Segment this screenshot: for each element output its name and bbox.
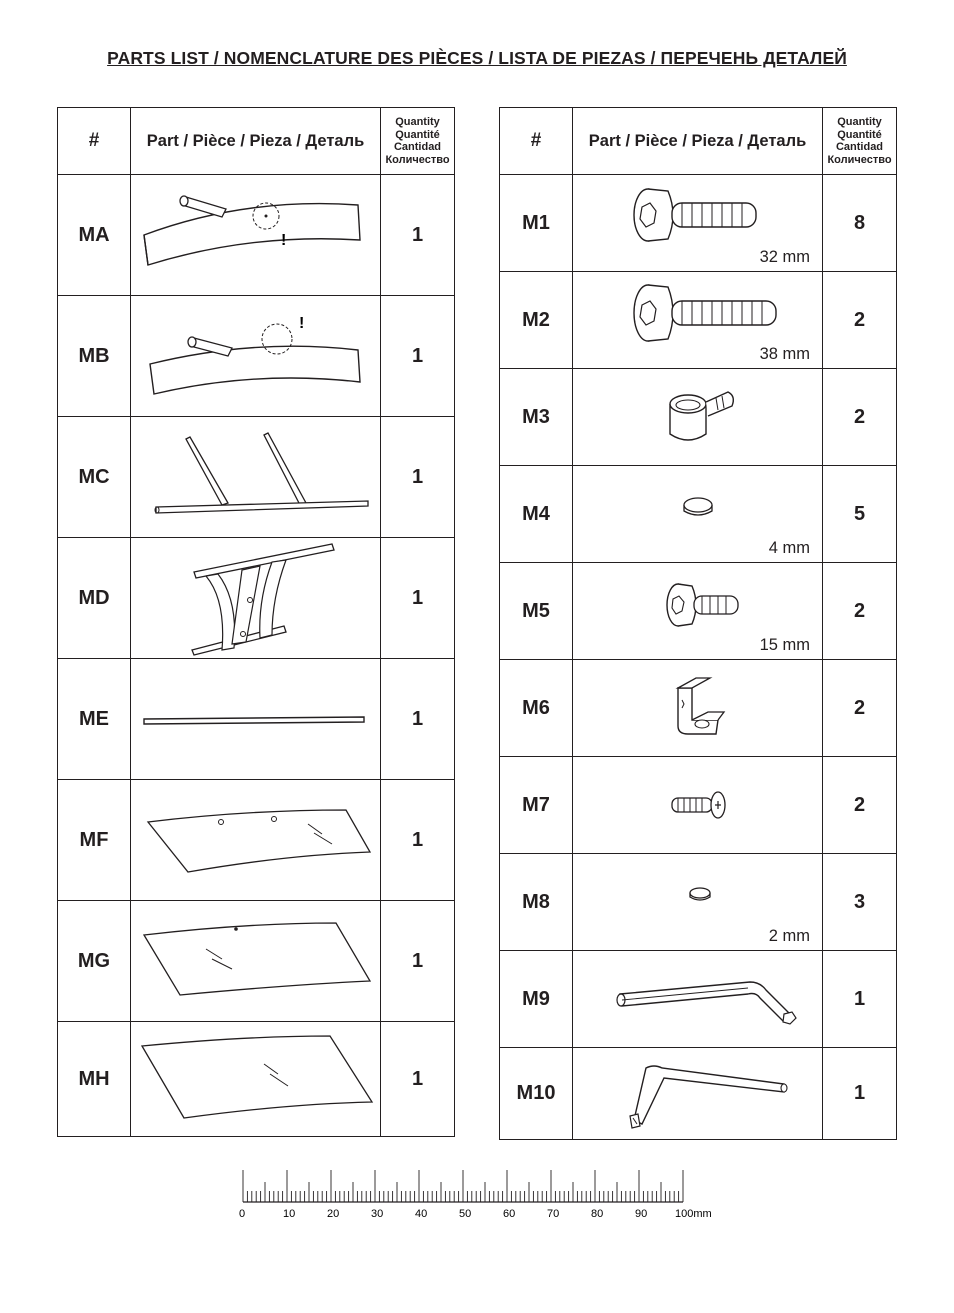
dimension-label: 32 mm [759,248,810,266]
dimension-label: 4 mm [768,539,810,557]
part-image [573,660,823,757]
ruler-ticks [243,1170,683,1202]
part-quantity: 1 [823,1048,897,1140]
part-quantity: 1 [381,1022,455,1137]
part-quantity: 3 [823,854,897,951]
table-row [58,780,455,901]
warning-mark: ! [280,232,286,249]
header-number: # [500,108,573,175]
part-id: M1 [500,175,573,272]
table-row [500,369,897,466]
part-quantity: 1 [381,296,455,417]
ruler-label: 70 [547,1208,560,1220]
table-row [58,296,455,417]
part-image [131,417,381,538]
part-quantity: 1 [381,659,455,780]
part-image [573,854,823,951]
table-row [500,1048,897,1140]
ruler-labels [239,1208,712,1220]
header-qty-en: Quantity [837,116,882,128]
part-id: M9 [500,951,573,1048]
part-image [131,175,381,296]
part-image [131,659,381,780]
bolt-32mm-icon [578,183,818,253]
curved-beam-mb-icon [136,306,376,406]
part-id: M8 [500,854,573,951]
header-part: Part / Pièce / Pieza / Деталь [131,108,381,175]
part-quantity: 1 [381,538,455,659]
part-image [573,466,823,563]
warning-mark: ! [298,315,304,332]
table-row [58,538,455,659]
ruler-label: 90 [635,1208,648,1220]
part-quantity: 1 [381,175,455,296]
part-quantity: 5 [823,466,897,563]
table-row [58,417,455,538]
parts-table-right [499,107,897,1140]
header-qty-ru: Количество [827,153,892,166]
part-id: MA [58,175,131,296]
measurement-ruler [233,1165,733,1225]
header-part: Part / Pièce / Pieza / Деталь [573,108,823,175]
part-image [573,369,823,466]
table-row [500,854,897,951]
part-quantity: 2 [823,660,897,757]
part-quantity: 8 [823,175,897,272]
glass-clamp-icon [578,668,818,748]
table-row [58,1022,455,1137]
part-image [131,780,381,901]
header-qty-es: Cantidad [393,141,442,153]
ruler-label: 30 [371,1208,384,1220]
support-frame-icon [136,540,376,656]
table-row [500,660,897,757]
header-qty-en: Quantity [395,116,440,128]
table-row [58,901,455,1022]
part-image [573,272,823,369]
part-image [131,296,381,417]
part-id: MC [58,417,131,538]
part-id: MH [58,1022,131,1137]
part-image [131,901,381,1022]
table-row [500,951,897,1048]
part-image [573,563,823,660]
table-row [500,175,897,272]
part-id: M7 [500,757,573,854]
part-image [573,951,823,1048]
dimension-label: 2 mm [768,927,810,945]
part-quantity: 2 [823,563,897,660]
table-row [500,563,897,660]
glass-shelf-medium-icon [136,921,376,1001]
ruler-label: 50 [459,1208,472,1220]
header-quantity [381,108,455,175]
header-qty-ru: Количество [385,153,450,166]
part-quantity: 1 [381,417,455,538]
dimension-label: 15 mm [759,636,810,654]
part-image [573,1048,823,1140]
part-quantity: 2 [823,757,897,854]
header-qty-fr: Quantité [837,128,882,141]
part-id: MG [58,901,131,1022]
screw-icon [578,780,818,830]
table-row [500,757,897,854]
screwdriver-key-icon [578,1054,818,1134]
bracket-frame-icon [136,427,376,527]
part-image [573,175,823,272]
bolt-38mm-icon [578,277,818,353]
part-id: M5 [500,563,573,660]
cam-connector-icon [578,382,818,452]
allen-key-icon [578,964,818,1034]
ruler-label: 20 [327,1208,340,1220]
table-header-row [500,108,897,175]
table-header-row [58,108,455,175]
part-id: M10 [500,1048,573,1140]
ruler-label: 100mm [675,1208,712,1220]
part-quantity: 1 [823,951,897,1048]
table-row [500,466,897,563]
page-title: PARTS LIST / NOMENCLATURE DES PIÈCES / LISTA DE PIEZAS / ПЕРЕЧЕНЬ ДЕТАЛЕЙ [107,48,847,68]
header-number: # [58,108,131,175]
part-id: MD [58,538,131,659]
header-qty-fr: Quantité [395,128,440,141]
dimension-label: 38 mm [759,345,810,363]
part-id: M2 [500,272,573,369]
table-row [58,175,455,296]
header-qty-es: Cantidad [835,141,884,153]
glass-shelf-small-icon [136,800,376,880]
flat-bar-icon [136,699,376,739]
part-id: MB [58,296,131,417]
header-quantity [823,108,897,175]
pad-2mm-icon [578,865,818,925]
part-quantity: 1 [381,901,455,1022]
part-id: ME [58,659,131,780]
part-id: MF [58,780,131,901]
pad-4mm-icon [578,477,818,537]
part-id: M4 [500,466,573,563]
part-quantity: 2 [823,272,897,369]
curved-beam-ma-icon [136,185,376,285]
ruler-label: 40 [415,1208,428,1220]
bolt-15mm-icon [578,575,818,635]
part-id: M6 [500,660,573,757]
ruler-label: 0 [239,1208,246,1220]
table-row [500,272,897,369]
part-quantity: 2 [823,369,897,466]
part-image [573,757,823,854]
ruler-label: 10 [283,1208,296,1220]
part-id: M3 [500,369,573,466]
ruler-label: 60 [503,1208,516,1220]
part-image [131,538,381,659]
part-quantity: 1 [381,780,455,901]
table-row [58,659,455,780]
ruler-label: 80 [591,1208,604,1220]
parts-table-left [57,107,455,1137]
glass-shelf-large-icon [136,1034,376,1124]
part-image [131,1022,381,1137]
